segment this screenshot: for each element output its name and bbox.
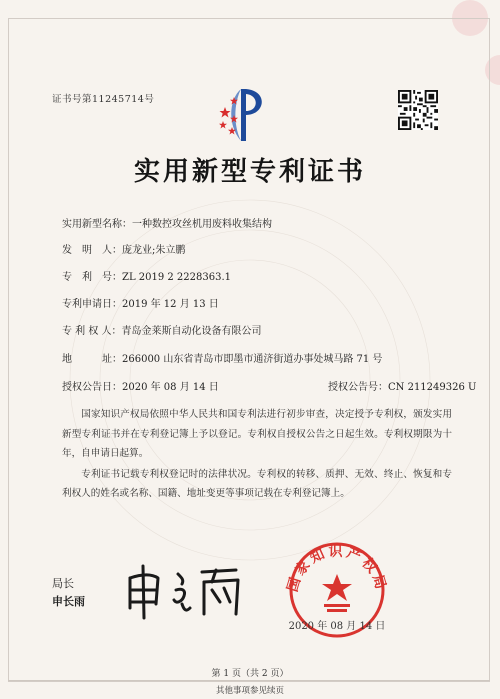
field-application-date [62, 295, 219, 310]
field-value: 一种数控攻丝机用废料收集结构 [132, 219, 272, 230]
field-address [62, 350, 382, 365]
field-value: 庞龙业;朱立鹏 [122, 245, 186, 256]
field-label: 地 址： [62, 354, 122, 365]
certificate-number: 证书号第11245714号 [52, 94, 155, 105]
field-label: 专利申请日： [62, 299, 122, 310]
seal-date: 2020 年 08 月 14 日 [288, 621, 386, 632]
field-value: 266000 山东省青岛市即墨市通济街道办事处城马路 71 号 [122, 354, 383, 365]
body-paragraphs [62, 405, 452, 504]
field-announcement-number: 授权公告号：CN 211249326 U [328, 382, 477, 393]
field-patent-number [62, 268, 231, 283]
field-label: 专 利 号： [62, 272, 122, 283]
paragraph-grant: 国家知识产权局依照中华人民共和国专利法进行初步审查，决定授予专利权，颁发实用新型专利证书并在专利登记簿上予以登记。专利权自授权公告之日起生效。专利权期限为十年，自申请日起算。 [62, 409, 452, 459]
field-patentee [62, 322, 262, 337]
page-number: 第 1 页（共 2 页） [211, 669, 289, 679]
director-title: 局长 [52, 577, 74, 590]
field-value: 青岛金莱斯自动化设备有限公司 [121, 326, 262, 337]
paragraph-legal-status: 专利证书记载专利权登记时的法律状况。专利权的转移、质押、无效、终止、恢复和专利权人的姓名或名称、国籍、地址变更等事项记载在专利登记簿上。 [62, 468, 452, 499]
footer-divider [8, 680, 490, 681]
field-grant-date [62, 378, 219, 393]
certificate-title: 实用新型专利证书 [133, 157, 366, 187]
director-name: 申长雨 [52, 595, 85, 608]
field-utility-model-name [62, 215, 272, 230]
footer-note: 其他事项参见续页 [215, 686, 284, 696]
field-label: 实用新型名称： [62, 219, 132, 230]
seal-text: 国家知识产权局 [284, 544, 390, 594]
field-label: 发 明 人： [62, 245, 122, 256]
field-value: ZL 2019 2 2228363.1 [122, 272, 232, 283]
cnipa-emblem-icon [213, 85, 273, 145]
field-label: 专 利 权 人： [62, 326, 122, 337]
field-value: 2019 年 12 月 13 日 [122, 299, 219, 310]
field-value: 2020 年 08 月 14 日 [122, 382, 219, 393]
field-label: 授权公告日： [62, 382, 122, 393]
qr-code-icon [398, 90, 438, 130]
field-inventor [62, 241, 185, 256]
director-signature [120, 560, 270, 620]
